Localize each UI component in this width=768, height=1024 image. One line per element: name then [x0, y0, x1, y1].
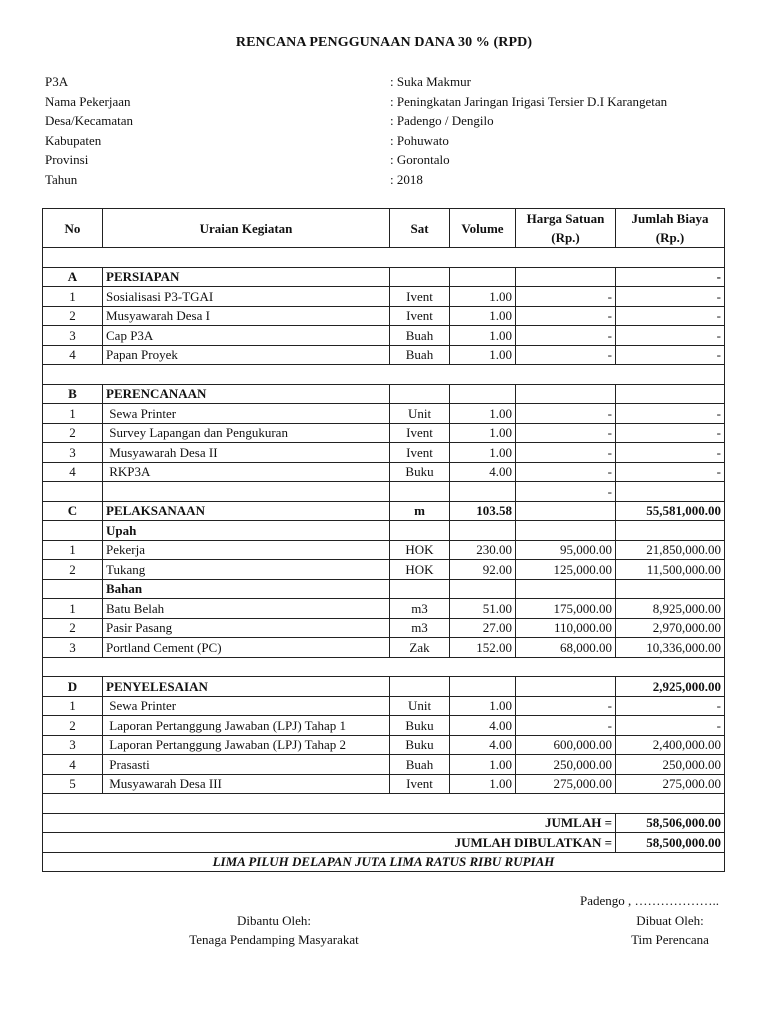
section-row: [43, 267, 725, 287]
cell-uraian: Sosialisasi P3-TGAI: [103, 287, 390, 307]
cell-uraian: Portland Cement (PC): [103, 638, 390, 658]
table-row: [43, 306, 725, 326]
cell-no: 1: [43, 404, 103, 424]
cell-sat: [390, 482, 450, 502]
spacer-cell: [43, 365, 725, 385]
table-row: [43, 599, 725, 619]
cell-jumlah-biaya: -: [616, 267, 725, 287]
spacer-row: [43, 657, 725, 677]
jumlah-row: [43, 813, 725, 833]
spacer-cell: [43, 657, 725, 677]
cell-uraian: PERENCANAAN: [103, 384, 390, 404]
info-label: P3A: [45, 74, 69, 89]
info-row: [45, 172, 745, 192]
cell-no: 2: [43, 560, 103, 580]
terbilang-text: LIMA PILUH DELAPAN JUTA LIMA RATUS RIBU RUPIAH: [43, 852, 725, 872]
cell-harga-satuan: -: [516, 696, 616, 716]
cell-sat: Ivent: [390, 306, 450, 326]
cell-no: 3: [43, 735, 103, 755]
cell-harga-satuan: -: [516, 443, 616, 463]
cell-harga-satuan: 95,000.00: [516, 540, 616, 560]
cell-jumlah-biaya: -: [616, 326, 725, 346]
cell-uraian: RKP3A: [103, 462, 390, 482]
cell-jumlah-biaya: -: [616, 696, 725, 716]
cell-uraian: Musyawarah Desa III: [103, 774, 390, 794]
info-row: [45, 74, 745, 94]
cell-harga-satuan: 125,000.00: [516, 560, 616, 580]
cell-volume: 1.00: [450, 755, 516, 775]
cell-uraian: Cap P3A: [103, 326, 390, 346]
cell-no: [43, 579, 103, 599]
table-row: [43, 326, 725, 346]
cell-uraian: Batu Belah: [103, 599, 390, 619]
cell-sat: [390, 579, 450, 599]
section-row: [43, 501, 725, 521]
cell-harga-satuan: 275,000.00: [516, 774, 616, 794]
cell-no: A: [43, 267, 103, 287]
cell-volume: 4.00: [450, 462, 516, 482]
cell-jumlah-biaya: [616, 482, 725, 502]
cell-volume: 1.00: [450, 774, 516, 794]
table-row: [43, 462, 725, 482]
cell-uraian: Musyawarah Desa I: [103, 306, 390, 326]
cell-harga-satuan: 68,000.00: [516, 638, 616, 658]
info-label: Nama Pekerjaan: [45, 93, 131, 109]
table-row: [43, 287, 725, 307]
header-volume: Volume: [450, 209, 516, 248]
place-date: Padengo , ………………..: [580, 893, 720, 908]
jumlah-value: 58,506,000.00: [616, 813, 725, 833]
table-row: [43, 716, 725, 736]
cell-volume: [450, 579, 516, 599]
cell-no: 4: [43, 345, 103, 365]
cell-harga-satuan: -: [516, 482, 616, 502]
cell-harga-satuan: -: [516, 306, 616, 326]
table-row: [43, 404, 725, 424]
info-row: [45, 113, 745, 133]
cell-sat: [390, 677, 450, 697]
signature-left-role: Tenaga Pendamping Masyarakat: [189, 932, 359, 947]
cell-sat: HOK: [390, 560, 450, 580]
cell-no: 3: [43, 443, 103, 463]
cell-volume: 27.00: [450, 618, 516, 638]
spacer-cell: [43, 794, 725, 814]
cell-sat: Ivent: [390, 774, 450, 794]
info-row: [45, 94, 745, 114]
info-label: Desa/Kecamatan: [45, 113, 134, 129]
cell-jumlah-biaya: 11,500,000.00: [616, 560, 725, 580]
section-row: [43, 677, 725, 697]
table-row: [43, 540, 725, 560]
cell-uraian: Sewa Printer: [103, 696, 390, 716]
cell-no: 2: [43, 618, 103, 638]
cell-jumlah-biaya: 2,400,000.00: [616, 735, 725, 755]
cell-jumlah-biaya: -: [616, 716, 725, 736]
cell-no: 1: [43, 599, 103, 619]
dibulatkan-label: JUMLAH DIBULATKAN =: [43, 833, 616, 853]
cell-harga-satuan: [516, 267, 616, 287]
cell-jumlah-biaya: -: [616, 462, 725, 482]
cell-volume: 152.00: [450, 638, 516, 658]
cell-volume: [450, 521, 516, 541]
cell-jumlah-biaya: -: [616, 306, 725, 326]
info-row: [45, 152, 745, 172]
cell-volume: [450, 677, 516, 697]
cell-jumlah-biaya: 2,970,000.00: [616, 618, 725, 638]
cell-sat: [390, 267, 450, 287]
subsection-row: [43, 579, 725, 599]
info-value: : Pohuwato: [390, 133, 449, 149]
cell-no: [43, 521, 103, 541]
cell-harga-satuan: 175,000.00: [516, 599, 616, 619]
cell-volume: [450, 384, 516, 404]
info-label: Kabupaten: [45, 132, 102, 148]
cell-volume: [450, 482, 516, 502]
cell-sat: m3: [390, 618, 450, 638]
cell-jumlah-biaya: [616, 384, 725, 404]
table-row: [43, 638, 725, 658]
cell-sat: Ivent: [390, 443, 450, 463]
table-row: [43, 774, 725, 794]
subsection-row: [43, 521, 725, 541]
cell-jumlah-biaya: -: [616, 287, 725, 307]
table-row: [43, 423, 725, 443]
cell-uraian: Upah: [103, 521, 390, 541]
cell-sat: Buku: [390, 716, 450, 736]
cell-jumlah-biaya: [616, 579, 725, 599]
header-jumlah-biaya: Jumlah Biaya (Rp.): [616, 209, 725, 248]
cell-volume: 1.00: [450, 404, 516, 424]
cell-volume: 1.00: [450, 287, 516, 307]
cell-no: C: [43, 501, 103, 521]
cell-no: 1: [43, 540, 103, 560]
table-row: [43, 735, 725, 755]
cell-harga-satuan: 600,000.00: [516, 735, 616, 755]
cell-volume: 1.00: [450, 345, 516, 365]
spacer-cell: [43, 248, 725, 268]
cell-sat: Zak: [390, 638, 450, 658]
cell-jumlah-biaya: -: [616, 443, 725, 463]
spacer-row: [43, 794, 725, 814]
cell-uraian: Prasasti: [103, 755, 390, 775]
cell-harga-satuan: [516, 501, 616, 521]
cell-volume: 1.00: [450, 423, 516, 443]
table-row: [43, 345, 725, 365]
cell-jumlah-biaya: 10,336,000.00: [616, 638, 725, 658]
cell-volume: 230.00: [450, 540, 516, 560]
cell-harga-satuan: -: [516, 287, 616, 307]
cell-uraian: Papan Proyek: [103, 345, 390, 365]
cell-harga-satuan: [516, 521, 616, 541]
cell-jumlah-biaya: 250,000.00: [616, 755, 725, 775]
cell-volume: 1.00: [450, 306, 516, 326]
cell-jumlah-biaya: 2,925,000.00: [616, 677, 725, 697]
signature-right-title: Dibuat Oleh:: [636, 913, 704, 928]
cell-volume: 51.00: [450, 599, 516, 619]
info-value: : Peningkatan Jaringan Irigasi Tersier D.I Karangetan: [390, 94, 667, 110]
info-label: Provinsi: [45, 152, 89, 168]
cell-uraian: PELAKSANAAN: [103, 501, 390, 521]
cell-sat: Buku: [390, 735, 450, 755]
header-harga-satuan: Harga Satuan (Rp.): [516, 209, 616, 248]
cell-no: 3: [43, 326, 103, 346]
info-value: : 2018: [390, 172, 423, 188]
cell-sat: HOK: [390, 540, 450, 560]
cell-no: 1: [43, 696, 103, 716]
cell-uraian: Survey Lapangan dan Pengukuran: [103, 423, 390, 443]
signature-right-role: Tim Perencana: [631, 932, 709, 947]
document-title: RENCANA PENGGUNAAN DANA 30 % (RPD): [235, 35, 533, 50]
header-uraian: Uraian Kegiatan: [103, 209, 390, 248]
cell-no: [43, 482, 103, 502]
cell-harga-satuan: -: [516, 716, 616, 736]
cell-harga-satuan: 250,000.00: [516, 755, 616, 775]
cell-harga-satuan: -: [516, 326, 616, 346]
cell-harga-satuan: [516, 384, 616, 404]
cell-no: 1: [43, 287, 103, 307]
cell-volume: 4.00: [450, 716, 516, 736]
info-label: Tahun: [45, 171, 78, 187]
cell-sat: Unit: [390, 404, 450, 424]
jumlah-label: JUMLAH =: [43, 813, 616, 833]
cell-jumlah-biaya: -: [616, 345, 725, 365]
cell-volume: 103.58: [450, 501, 516, 521]
cell-harga-satuan: [516, 677, 616, 697]
cell-jumlah-biaya: 55,581,000.00: [616, 501, 725, 521]
project-info: [45, 74, 745, 192]
cell-sat: Buah: [390, 345, 450, 365]
spacer-row: [43, 248, 725, 268]
cell-volume: 92.00: [450, 560, 516, 580]
cell-no: 4: [43, 462, 103, 482]
cell-no: 2: [43, 423, 103, 443]
terbilang-row: [43, 852, 725, 872]
info-value: : Padengo / Dengilo: [390, 113, 494, 129]
table-row: [43, 482, 725, 502]
cell-sat: Buah: [390, 755, 450, 775]
table-row: [43, 443, 725, 463]
cell-harga-satuan: [516, 579, 616, 599]
cell-sat: [390, 384, 450, 404]
cell-jumlah-biaya: -: [616, 404, 725, 424]
cell-volume: 1.00: [450, 326, 516, 346]
header-no: No: [43, 209, 103, 248]
section-row: [43, 384, 725, 404]
cell-volume: [450, 267, 516, 287]
cell-jumlah-biaya: -: [616, 423, 725, 443]
cell-no: 3: [43, 638, 103, 658]
cell-uraian: Pekerja: [103, 540, 390, 560]
cell-volume: 1.00: [450, 443, 516, 463]
cell-no: B: [43, 384, 103, 404]
header-sat: Sat: [390, 209, 450, 248]
table-row: [43, 755, 725, 775]
cell-harga-satuan: -: [516, 462, 616, 482]
cell-volume: 1.00: [450, 696, 516, 716]
cell-uraian: Sewa Printer: [103, 404, 390, 424]
cell-no: 2: [43, 306, 103, 326]
cell-harga-satuan: -: [516, 423, 616, 443]
cell-no: 5: [43, 774, 103, 794]
cell-harga-satuan: 110,000.00: [516, 618, 616, 638]
cell-harga-satuan: -: [516, 345, 616, 365]
cell-uraian: Tukang: [103, 560, 390, 580]
table-header-row: [43, 209, 725, 248]
info-row: [45, 133, 745, 153]
cell-uraian: PERSIAPAN: [103, 267, 390, 287]
cell-uraian: Musyawarah Desa II: [103, 443, 390, 463]
cell-sat: Buah: [390, 326, 450, 346]
dibulatkan-value: 58,500,000.00: [616, 833, 725, 853]
cell-jumlah-biaya: 8,925,000.00: [616, 599, 725, 619]
cell-uraian: [103, 482, 390, 502]
table-row: [43, 560, 725, 580]
cell-jumlah-biaya: 275,000.00: [616, 774, 725, 794]
signature-left-title: Dibantu Oleh:: [236, 913, 311, 928]
cell-sat: Ivent: [390, 423, 450, 443]
cell-volume: 4.00: [450, 735, 516, 755]
cell-sat: m3: [390, 599, 450, 619]
cell-uraian: Bahan: [103, 579, 390, 599]
cell-sat: Buku: [390, 462, 450, 482]
info-value: : Suka Makmur: [390, 74, 471, 90]
rpd-table: [42, 208, 725, 872]
cell-no: 2: [43, 716, 103, 736]
info-value: : Gorontalo: [390, 152, 450, 168]
cell-jumlah-biaya: 21,850,000.00: [616, 540, 725, 560]
cell-sat: Ivent: [390, 287, 450, 307]
cell-uraian: Laporan Pertanggung Jawaban (LPJ) Tahap 2: [103, 735, 390, 755]
cell-no: 4: [43, 755, 103, 775]
cell-sat: [390, 521, 450, 541]
cell-uraian: Laporan Pertanggung Jawaban (LPJ) Tahap 1: [103, 716, 390, 736]
cell-sat: m: [390, 501, 450, 521]
cell-jumlah-biaya: [616, 521, 725, 541]
table-row: [43, 618, 725, 638]
cell-uraian: Pasir Pasang: [103, 618, 390, 638]
cell-uraian: PENYELESAIAN: [103, 677, 390, 697]
table-row: [43, 696, 725, 716]
cell-no: D: [43, 677, 103, 697]
cell-sat: Unit: [390, 696, 450, 716]
spacer-row: [43, 365, 725, 385]
cell-harga-satuan: -: [516, 404, 616, 424]
dibulatkan-row: [43, 833, 725, 853]
